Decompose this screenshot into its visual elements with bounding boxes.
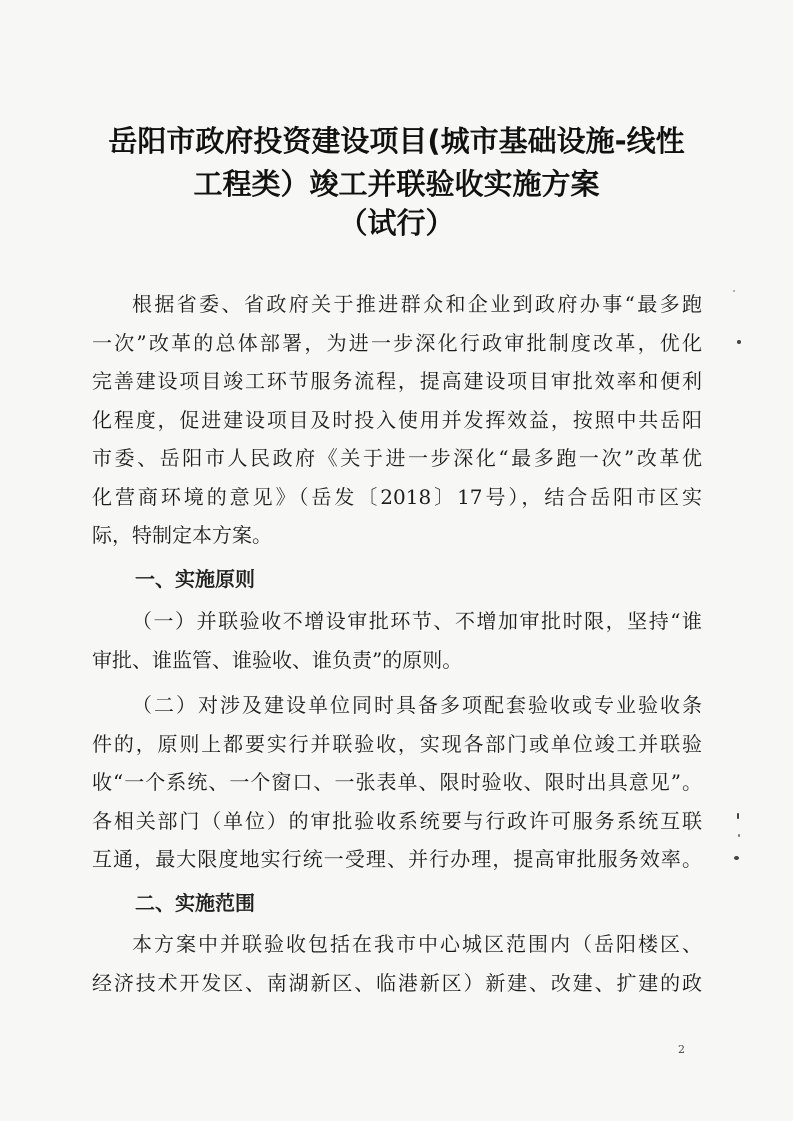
scan-speck bbox=[733, 290, 735, 292]
section-1-item-1 bbox=[92, 602, 702, 679]
scan-speck bbox=[737, 340, 741, 344]
scan-speck bbox=[734, 856, 739, 860]
text-line: 市委、岳阳市人民政府《关于进一步深化“最多跑一次”改革优 bbox=[92, 446, 702, 470]
text-line: 化营商环境的意见》（岳发〔2018〕17号），结合岳阳市区实 bbox=[92, 484, 702, 509]
intro-paragraph bbox=[92, 285, 702, 555]
section-2-heading: 二、实施范围 bbox=[135, 891, 255, 915]
section-1-heading: 一、实施原则 bbox=[135, 567, 255, 591]
text-line: 完善建设项目竣工环节服务流程，提高建设项目审批效率和便利 bbox=[92, 369, 702, 393]
text-line: 件的，原则上都要实行并联验收，实现各部门或单位竣工并联验 bbox=[92, 731, 702, 756]
text-line: （二）对涉及建设单位同时具备多项配套验收或专业验收条 bbox=[132, 693, 702, 717]
text-line: 经济技术开发区、南湖新区、临港新区）新建、改建、扩建的政 bbox=[92, 970, 702, 995]
section-1-item-2 bbox=[92, 686, 702, 879]
text-line: 审批、谁监管、谁验收、谁负责”的原则。 bbox=[92, 647, 463, 672]
text-line: 化程度，促进建设项目及时投入使用并发挥效益，按照中共岳阳 bbox=[92, 407, 702, 432]
text-line: 根据省委、省政府关于推进群众和企业到政府办事“最多跑 bbox=[132, 292, 702, 316]
document-title-line-1: 岳阳市政府投资建设项目(城市基础设施-线性 bbox=[108, 124, 685, 158]
document-title-line-3: （试行） bbox=[338, 206, 455, 240]
scan-speck bbox=[738, 834, 740, 837]
scan-speck bbox=[737, 813, 739, 819]
text-line: 互通，最大限度地实行统一受理、并行办理，提高审批服务效率。 bbox=[92, 847, 702, 871]
section-2-item-1 bbox=[92, 925, 702, 1002]
text-line: 一次”改革的总体部署，为进一步深化行政审批制度改革，优化 bbox=[92, 330, 702, 355]
text-line: （一）并联验收不增设审批环节、不增加审批时限，坚持“谁 bbox=[132, 609, 702, 633]
text-line: 各相关部门（单位）的审批验收系统要与行政许可服务系统互联 bbox=[92, 808, 702, 833]
document-title-line-2: 工程类）竣工并联验收实施方案 bbox=[193, 167, 600, 201]
text-line: 本方案中并联验收包括在我市中心城区范围内（岳阳楼区、 bbox=[132, 932, 702, 956]
text-line: 收“一个系统、一个窗口、一张表单、限时验收、限时出具意见”。 bbox=[92, 770, 702, 794]
text-line: 际，特制定本方案。 bbox=[92, 523, 272, 547]
page-number: 2 bbox=[678, 1043, 685, 1056]
